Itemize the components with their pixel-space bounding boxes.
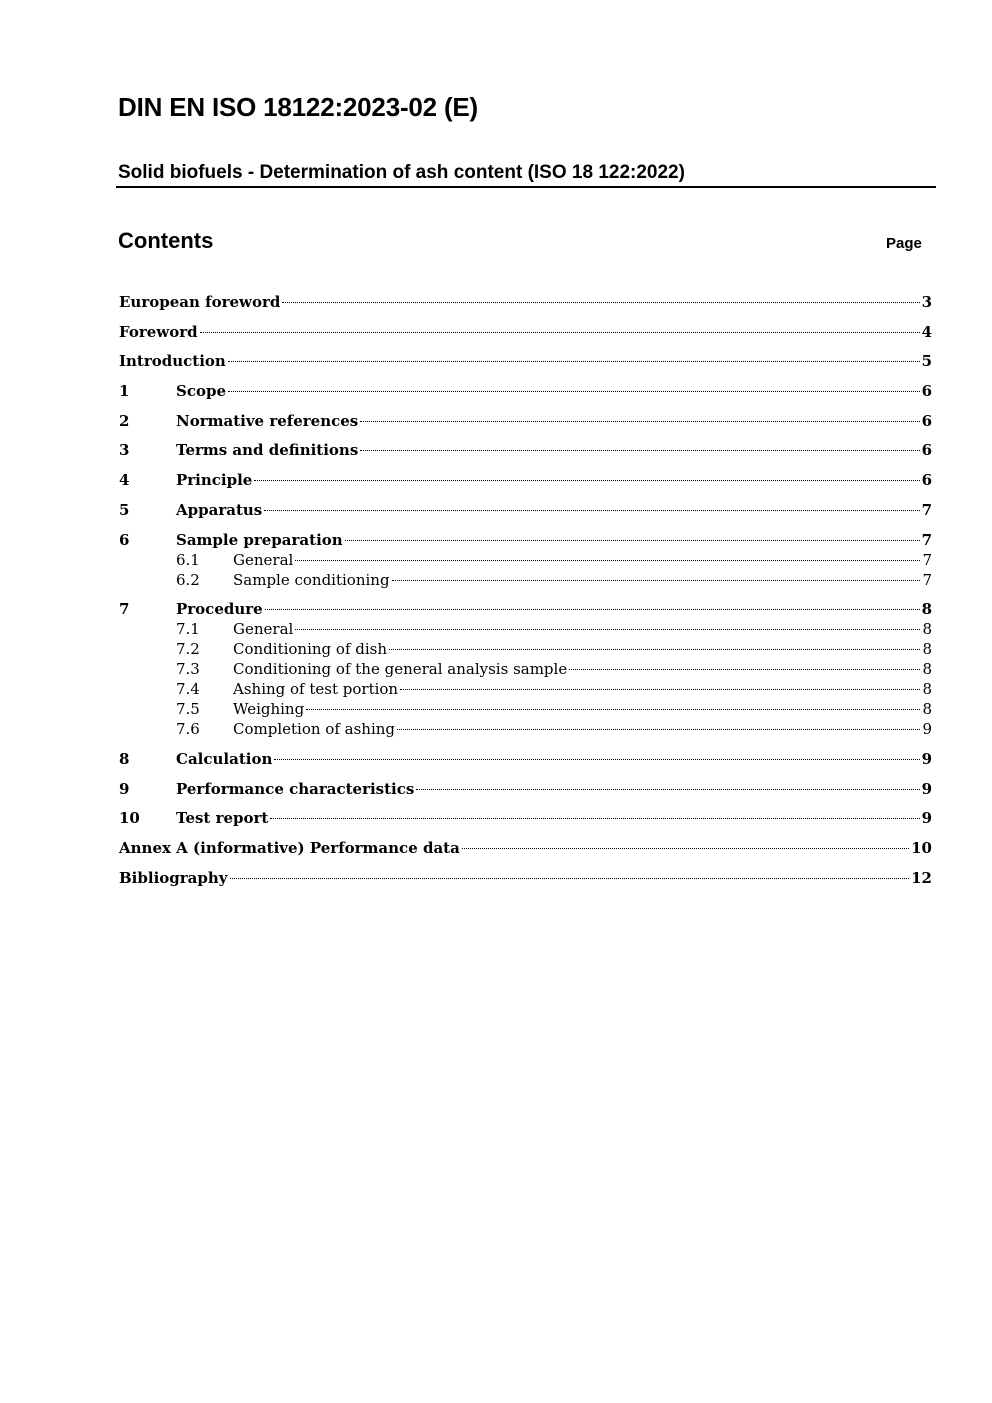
toc-entry-number: 6 bbox=[119, 530, 130, 549]
dot-leader bbox=[416, 789, 919, 790]
toc-entry[interactable] bbox=[119, 679, 932, 699]
toc-entry-title: Annex A (informative) Performance data bbox=[119, 838, 460, 857]
dot-leader bbox=[295, 629, 920, 630]
dot-leader bbox=[397, 729, 920, 730]
toc-entry[interactable] bbox=[119, 411, 932, 431]
dot-leader bbox=[282, 302, 919, 303]
toc-entry-page: 5 bbox=[921, 352, 932, 371]
dot-leader bbox=[228, 361, 920, 362]
document-subtitle: Solid biofuels - Determination of ash content (ISO 18 122:2022) bbox=[118, 162, 685, 183]
toc-entry-number: 8 bbox=[119, 749, 130, 768]
dot-leader bbox=[389, 649, 920, 650]
toc-entry-page: 10 bbox=[911, 838, 932, 857]
toc-entry-number: 7.3 bbox=[176, 660, 200, 679]
toc-entry[interactable] bbox=[119, 838, 932, 858]
toc-entry-number: 3 bbox=[119, 441, 130, 460]
toc-entry-title: Completion of ashing bbox=[233, 720, 396, 739]
toc-entry-title: Ashing of test portion bbox=[233, 680, 399, 699]
toc-entry[interactable] bbox=[119, 381, 932, 401]
toc-entry[interactable] bbox=[119, 500, 932, 520]
toc-entry-page: 8 bbox=[922, 620, 932, 639]
dot-leader bbox=[345, 540, 920, 541]
dot-leader bbox=[400, 689, 920, 690]
dot-leader bbox=[360, 421, 919, 422]
toc-entry-number: 7.5 bbox=[176, 700, 200, 719]
toc-entry-title: Conditioning of dish bbox=[233, 640, 388, 659]
toc-entry-number: 6.1 bbox=[176, 550, 200, 569]
toc-entry-number: 1 bbox=[119, 382, 130, 401]
dot-leader bbox=[295, 560, 920, 561]
toc-entry-title: Bibliography bbox=[119, 868, 228, 887]
toc-entry-number: 10 bbox=[119, 809, 140, 828]
toc-entry-title: European foreword bbox=[119, 293, 281, 311]
toc-entry-title: Weighing bbox=[233, 700, 305, 719]
toc-entry[interactable] bbox=[119, 351, 932, 371]
toc-entry-title: Procedure bbox=[176, 600, 263, 619]
toc-entry[interactable] bbox=[119, 292, 932, 312]
toc-entry-page: 9 bbox=[921, 749, 932, 768]
toc-entry[interactable] bbox=[119, 719, 932, 739]
toc-entry[interactable] bbox=[119, 808, 932, 828]
toc-entry-page: 8 bbox=[922, 640, 932, 659]
toc-entry-title: Normative references bbox=[176, 411, 359, 430]
dot-leader bbox=[274, 759, 919, 760]
dot-leader bbox=[200, 332, 920, 333]
toc-entry-number: 7 bbox=[119, 600, 130, 619]
toc-entry-page: 6 bbox=[921, 382, 932, 401]
toc-entry-title: Introduction bbox=[119, 352, 226, 371]
toc-entry-page: 9 bbox=[921, 809, 932, 828]
toc-entry-number: 5 bbox=[119, 500, 130, 519]
toc-entry[interactable] bbox=[119, 749, 932, 769]
dot-leader bbox=[270, 818, 919, 819]
toc-entry-number: 7.2 bbox=[176, 640, 200, 659]
toc-entry[interactable] bbox=[119, 779, 932, 799]
toc-entry[interactable] bbox=[119, 440, 932, 460]
toc-entry-number: 7.4 bbox=[176, 680, 200, 699]
toc-entry-title: Terms and definitions bbox=[176, 441, 359, 460]
toc-entry-title: Test report bbox=[176, 809, 269, 828]
toc-entry-page: 9 bbox=[922, 720, 932, 739]
toc-entry-title: General bbox=[233, 620, 294, 639]
toc-entry-number: 2 bbox=[119, 411, 130, 430]
subtitle-bar bbox=[116, 162, 936, 188]
toc-entry-page: 6 bbox=[921, 411, 932, 430]
toc-entry-title: Scope bbox=[176, 382, 227, 401]
dot-leader bbox=[228, 391, 920, 392]
toc-entry-title: General bbox=[233, 550, 294, 569]
toc-entry[interactable] bbox=[119, 699, 932, 719]
toc-entry-page: 7 bbox=[921, 500, 932, 519]
table-of-contents bbox=[119, 292, 932, 888]
toc-entry-title: Principle bbox=[176, 471, 253, 490]
toc-entry[interactable] bbox=[119, 530, 932, 550]
toc-entry[interactable] bbox=[119, 868, 932, 888]
toc-entry[interactable] bbox=[119, 659, 932, 679]
dot-leader bbox=[265, 609, 920, 610]
toc-entry-title: Sample conditioning bbox=[233, 570, 390, 589]
document-code: DIN EN ISO 18122:2023-02 (E) bbox=[118, 92, 479, 122]
toc-entry[interactable] bbox=[119, 570, 932, 590]
toc-entry-title: Sample preparation bbox=[176, 530, 343, 549]
dot-leader bbox=[569, 669, 920, 670]
toc-entry[interactable] bbox=[119, 322, 932, 342]
toc-entry-page: 8 bbox=[921, 600, 932, 619]
toc-entry-number: 4 bbox=[119, 471, 130, 490]
toc-entry-page: 6 bbox=[921, 471, 932, 490]
dot-leader bbox=[360, 450, 919, 451]
toc-entry-page: 12 bbox=[911, 868, 932, 887]
toc-entry-number: 6.2 bbox=[176, 570, 200, 589]
toc-entry[interactable] bbox=[119, 619, 932, 639]
dot-leader bbox=[230, 878, 910, 879]
toc-entry-title: Calculation bbox=[176, 749, 273, 768]
toc-entry[interactable] bbox=[119, 599, 932, 619]
toc-entry-page: 6 bbox=[921, 441, 932, 460]
toc-entry-page: 8 bbox=[922, 700, 932, 719]
toc-entry[interactable] bbox=[119, 550, 932, 570]
toc-entry-page: 7 bbox=[922, 550, 932, 569]
toc-entry-title: Foreword bbox=[119, 322, 198, 341]
toc-entry-title: Apparatus bbox=[176, 500, 263, 519]
toc-entry-page: 8 bbox=[922, 680, 932, 699]
toc-entry-number: 9 bbox=[119, 779, 130, 798]
page-column-label: Page bbox=[886, 235, 922, 252]
toc-entry-page: 9 bbox=[921, 779, 932, 798]
toc-entry-title: Performance characteristics bbox=[176, 779, 415, 798]
toc-entry[interactable] bbox=[119, 639, 932, 659]
toc-entry-number: 7.1 bbox=[176, 620, 200, 639]
toc-entry-page: 8 bbox=[922, 660, 932, 679]
toc-entry-number: 7.6 bbox=[176, 720, 200, 739]
toc-entry-title: Conditioning of the general analysis sample bbox=[233, 660, 568, 679]
dot-leader bbox=[264, 510, 919, 511]
toc-entry-page: 7 bbox=[921, 530, 932, 549]
dot-leader bbox=[254, 480, 919, 481]
dot-leader bbox=[392, 580, 921, 581]
toc-entry-page: 3 bbox=[921, 293, 932, 311]
contents-heading: Contents bbox=[118, 228, 214, 253]
toc-entry-page: 7 bbox=[922, 570, 932, 589]
toc-entry-page: 4 bbox=[921, 322, 932, 341]
toc-entry[interactable] bbox=[119, 470, 932, 490]
dot-leader bbox=[462, 848, 909, 849]
dot-leader bbox=[306, 709, 920, 710]
